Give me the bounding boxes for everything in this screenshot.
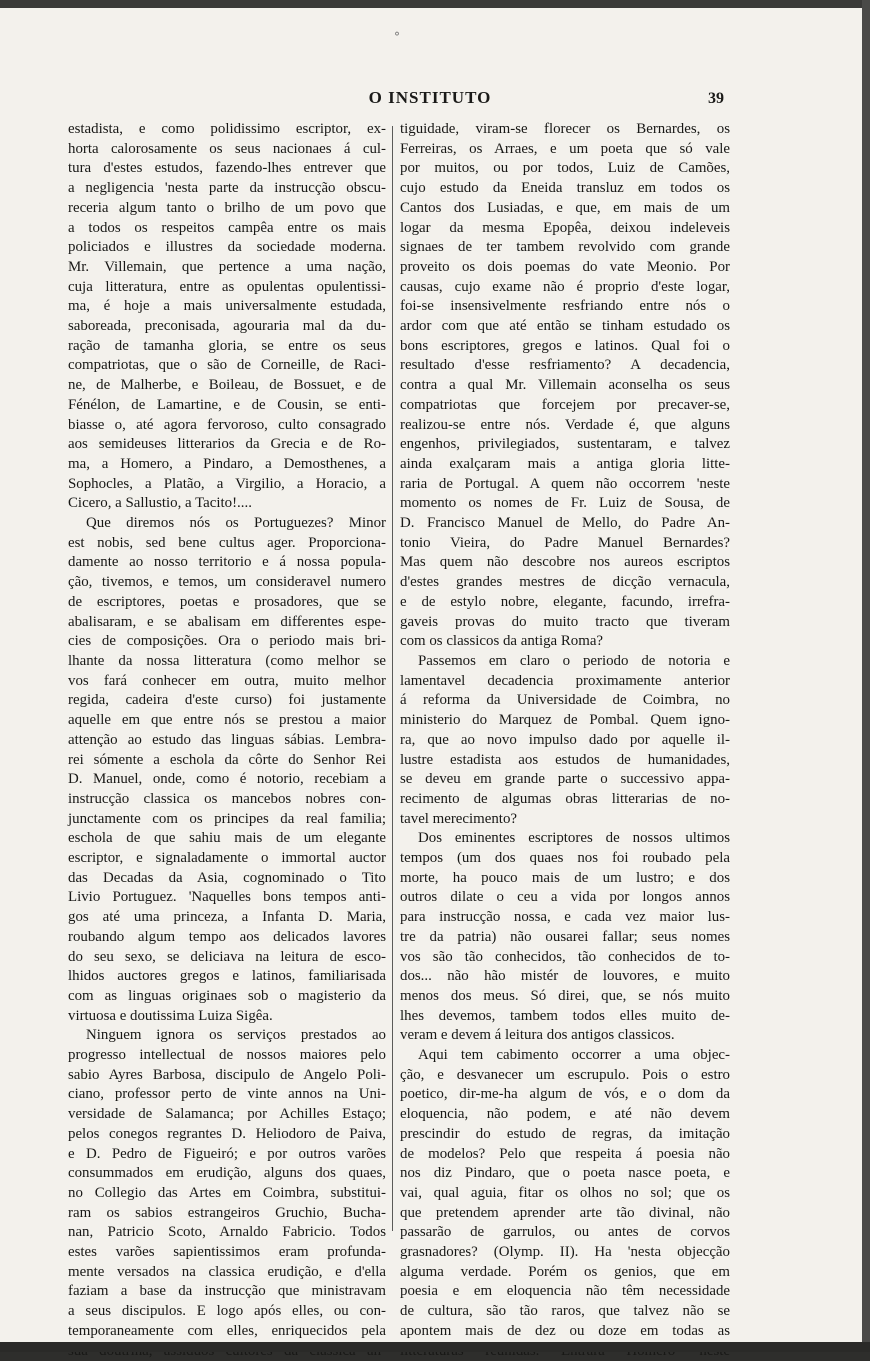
text-line: e D. Pedro de Figueiró; e por outros varões	[68, 1145, 386, 1162]
text-line: Livio Portuguez. 'Naquelles bons tempos anti-	[68, 889, 386, 906]
text-line: mente versados na classica erudição, e d'ella	[68, 1263, 386, 1280]
text-line: progresso intellectual de nossos maiores pelo	[68, 1047, 386, 1064]
text-line: foi-se insensivelmente resfriando entre nós o	[400, 298, 730, 315]
text-line: vos fará conhecer em outra, muito melhor	[68, 672, 386, 689]
text-line: ção, tivemos, e temos, um consideravel numero	[68, 574, 386, 591]
text-line: menos dos meus. Só direi, que, se nós muito	[400, 987, 730, 1004]
text-line: junctamente com os principes da real familia;	[68, 810, 386, 827]
text-line: lamentavel decadencia proximamente anterior	[400, 672, 730, 689]
text-line: tavel merecimento?	[400, 810, 517, 827]
text-line: causas, cujo exame não é proprio d'este logar,	[400, 278, 730, 295]
text-line: lhidos auctores gregos e latinos, familiarisada	[68, 968, 386, 985]
scan-bottom-border	[0, 1342, 870, 1352]
text-line: horta calorosamente os seus nacionaes á cul-	[68, 140, 386, 157]
text-line: abalisaram, e se abalisam em differentes espe-	[68, 613, 386, 630]
text-line: estadista, e como polidissimo escriptor, ex-	[68, 121, 386, 137]
text-line: do seu sexo, se deliciava na leitura de esco-	[68, 948, 386, 965]
text-line: attenção ao estudo das linguas sábias. Lembra-	[68, 731, 386, 748]
text-line: lhante da nossa litteratura (como melhor se	[68, 652, 386, 669]
text-line: e de estylo nobre, elegante, facundo, irrefra-	[400, 593, 730, 610]
page-mark: °	[394, 30, 400, 44]
text-line: Fénélon, de Lamartine, e de Cousin, se enti-	[68, 396, 386, 413]
text-line: Mas quem não descobre nos aureos escriptos	[400, 554, 730, 571]
text-line: ram os sabios estrangeiros Gruchio, Bucha-	[68, 1204, 386, 1221]
text-line: a seus discipulos. E logo após elles, ou con-	[68, 1303, 386, 1320]
running-header: O INSTITUTO	[368, 88, 492, 107]
text-line: saboreada, preconisada, agouraria mal da du-	[68, 318, 386, 335]
text-line: ma, a Homero, a Pindaro, a Demosthenes, a	[68, 455, 386, 472]
text-line: se deveu em grande parte o successivo appa-	[400, 771, 730, 788]
text-line: tura d'estes estudos, fazendo-lhes entrever que	[68, 160, 386, 177]
text-line: de escriptores, poetas e prosadores, que se	[68, 593, 386, 610]
text-line: com as linguas originaes sob o magisterio da	[68, 987, 386, 1004]
scan-right-edge	[862, 0, 870, 1352]
text-line: ra, que ao novo impulso dado por aquelle il-	[400, 731, 730, 748]
text-line: logar da mesma Epopêa, deixou indeleveis	[400, 219, 730, 236]
text-line: Aqui tem cabimento occorrer a uma objec-	[418, 1047, 730, 1064]
text-line: das Decadas da Asia, cognominado o Tito	[68, 869, 386, 886]
text-line: gaveis provas do muito tracto que tiveram	[400, 613, 730, 630]
text-line: a todos os respeitos campêa entre os mais	[68, 219, 386, 236]
text-line: D. Manuel, onde, como é notorio, recebiam a	[68, 771, 386, 788]
text-line: aquelle em que entre nós se prestou a maior	[68, 712, 386, 729]
text-line: damente ao nosso territorio e á nossa popula-	[68, 554, 386, 571]
text-line: outros dilate o ceu a vida por longos annos	[400, 889, 730, 906]
text-line: escriptor, e signaladamente o immortal auctor	[68, 850, 386, 867]
text-line: Ninguem ignora os serviços prestados ao	[86, 1027, 386, 1044]
document-page	[0, 8, 862, 1342]
text-line: poesia e em eloquencia não têm necessidade	[400, 1283, 730, 1300]
text-line: ma, é hoje a mais universalmente estudada,	[68, 298, 386, 315]
text-line: versidade de Salamanca; por Achilles Estaço;	[68, 1106, 386, 1123]
text-line: para instrucção nossa, e cada vez maior lus-	[400, 909, 730, 926]
text-line: alguma verdade. Porém os genios, que em	[400, 1263, 730, 1280]
text-line: no Collegio das Artes em Coimbra, substitui-	[68, 1184, 386, 1201]
text-line: Ferreiras, os Arraes, e um poeta que só vale	[400, 140, 730, 157]
scan-top-border	[0, 0, 870, 8]
text-line: d'estes grandes mestres de dicção vernacula,	[400, 574, 730, 591]
text-line: grasnadores? (Olymp. II). Ha 'nesta objecção	[400, 1244, 730, 1261]
text-line: Passemos em claro o periodo de notoria e	[418, 652, 730, 669]
text-line: vos são tão conhecidos, tão conhecidos de to-	[400, 948, 730, 965]
text-line: nos diz Pindaro, que o poeta nasce poeta, e	[400, 1165, 730, 1182]
text-line: passarão de garrulos, ou antes de corvos	[400, 1224, 730, 1241]
text-line: lustre estadista aos estudos de humanidades,	[400, 751, 730, 768]
text-line: ne, de Malherbe, e Boileau, de Bossuet, e de	[68, 377, 386, 394]
text-line: policiados e illustres da sociedade moderna.	[68, 239, 386, 256]
text-line: receria algum tanto o brilho de um povo que	[68, 199, 386, 216]
right-column	[400, 120, 730, 1361]
text-line: raria de Portugal. A quem não occorrem 'neste	[400, 475, 730, 492]
page-number: 39	[708, 90, 724, 107]
text-line: contra a qual Mr. Villemain aconselha os seus	[400, 377, 730, 394]
text-line: signaes de ter tambem revolvido com grande	[400, 239, 730, 256]
text-line: momento os nomes de Fr. Luiz de Sousa, de	[400, 495, 730, 512]
text-line: ainda exalçaram mais a antiga gloria litte-	[400, 455, 730, 472]
text-line: gos até uma princeza, a Infanta D. Maria,	[68, 909, 386, 926]
text-line: ciano, professor perto de vinte annos na Uni-	[68, 1086, 386, 1103]
text-line: tiguidade, viram-se florecer os Bernardes, os	[400, 121, 730, 137]
text-line: engenhos, privilegiados, sustentaram, e talvez	[400, 436, 730, 453]
text-line: resultado d'esse resfriamento? A decadencia,	[400, 357, 730, 374]
text-line: consummados em erudição, alguns dos quaes,	[68, 1165, 386, 1182]
text-line: lhes devemos, tambem todos elles muito de-	[400, 1007, 730, 1024]
text-line: compatriotas que forcejem por precaver-se,	[400, 396, 730, 413]
text-line: vai, qual aguia, fitar os olhos no sol; que os	[400, 1184, 730, 1201]
text-line: cujo estudo da Eneida transluz em todos os	[400, 180, 730, 197]
text-line: sabio Ayres Barbosa, discipulo de Angelo Poli-	[68, 1066, 386, 1083]
text-line: apontem mais de dez ou doze em todas as	[400, 1322, 730, 1339]
text-line: com os classicos da antiga Roma?	[400, 633, 604, 650]
text-line: faziam a base da instrucção que ministravam	[68, 1283, 386, 1300]
text-line: virtuosa e doutissima Luiza Sigêa.	[68, 1007, 273, 1024]
text-line: morte, ha pouco mais de um lustro; e dos	[400, 869, 730, 886]
text-line: de modelos? Pelo que respeita á poesia não	[400, 1145, 730, 1162]
text-line: cies de composições. Ora o periodo mais bri-	[68, 633, 386, 650]
text-line: ministerio do Marquez de Pombal. Quem igno-	[400, 712, 730, 729]
left-column	[68, 120, 386, 1361]
text-line: Cantos dos Lusiadas, e que, em mais de um	[400, 199, 730, 216]
text-line: ção, e desvanecer um escrupulo. Pois o estro	[400, 1066, 730, 1083]
text-line: D. Francisco Manuel de Mello, do Padre An-	[400, 515, 730, 532]
text-line: biasse o, até agora fervoroso, culto consagrado	[68, 416, 386, 433]
text-line: proveito os dois poemas do vate Meonio. Por	[400, 258, 730, 275]
text-line: que pretendem aprender arte tão divinal, não	[400, 1204, 730, 1221]
text-line: est nobis, sed bene cultus ager. Proporciona-	[68, 534, 386, 551]
text-line: por muitos, ou por todos, Luiz de Camões,	[400, 160, 730, 177]
column-divider	[392, 126, 393, 1231]
text-line: Que diremos nós os Portuguezes? Minor	[86, 515, 386, 532]
text-line: dos... não hão mistér de louvores, e muito	[400, 968, 730, 985]
text-line: temporaneamente com elles, enriquecidos pela	[68, 1322, 386, 1339]
text-line: prescindir do estudo de regras, da imitação	[400, 1125, 730, 1142]
text-line: eschola de que sahiu mais de um elegante	[68, 830, 386, 847]
text-line: ração de tamanha gloria, se entre os seus	[68, 337, 386, 354]
text-line: de cultura, são tão raros, que talvez não se	[400, 1303, 730, 1320]
text-line: tonio Vieira, do Padre Manuel Bernardes?	[400, 534, 730, 551]
text-line: roubando algum tempo aos delicados lavores	[68, 928, 386, 945]
text-line: bons escriptores, gregos e latinos. Qual foi o	[400, 337, 730, 354]
text-line: ardor com que até então se tinham estudado os	[400, 318, 730, 335]
text-line: Dos eminentes escriptores de nossos ultimos	[418, 830, 730, 847]
text-line: tempos (um dos quaes nos foi roubado pela	[400, 850, 730, 867]
text-line: pelos conegos regrantes D. Heliodoro de Paiva,	[68, 1125, 386, 1142]
text-line: recimento de algumas obras litterarias de no-	[400, 790, 730, 807]
text-line: Sophocles, a Platão, a Virgilio, a Horacio, a	[68, 475, 386, 492]
text-line: cuja litteratura, entre as opulentas opulentissi-	[68, 278, 386, 295]
text-line: eloquencia, não podem, e até não devem	[400, 1106, 730, 1123]
text-line: compatriotas, que o são de Corneille, de Raci-	[68, 357, 386, 374]
text-line: instrucção classica os mancebos nobres con-	[68, 790, 386, 807]
text-line: veram e devem á leitura dos antigos classicos.	[400, 1027, 675, 1044]
text-line: realizou-se entre nós. Verdade é, que alguns	[400, 416, 730, 433]
text-line: Cicero, a Sallustio, a Tacito!....	[68, 495, 252, 512]
text-line: regida, cadeira d'este curso) foi justamente	[68, 692, 386, 709]
text-line: aos semideuses litterarios da Grecia e de Ro-	[68, 436, 386, 453]
text-line: nan, Patricio Scoto, Arnaldo Fabricio. Todos	[68, 1224, 386, 1241]
text-line: tre da patria) não ousarei fallar; seus nomes	[400, 928, 730, 945]
text-line: á reforma da Universidade de Coimbra, no	[400, 692, 730, 709]
text-line: rei sómente a eschola da côrte do Senhor Rei	[68, 751, 386, 768]
text-line: a negligencia 'nesta parte da instrucção obscu-	[68, 180, 386, 197]
text-line: Mr. Villemain, que pertence a uma nação,	[68, 258, 386, 275]
text-line: estes varões sapientissimos eram profunda-	[68, 1244, 386, 1261]
text-line: poetico, dir-me-ha algum de vós, e o dom da	[400, 1086, 730, 1103]
